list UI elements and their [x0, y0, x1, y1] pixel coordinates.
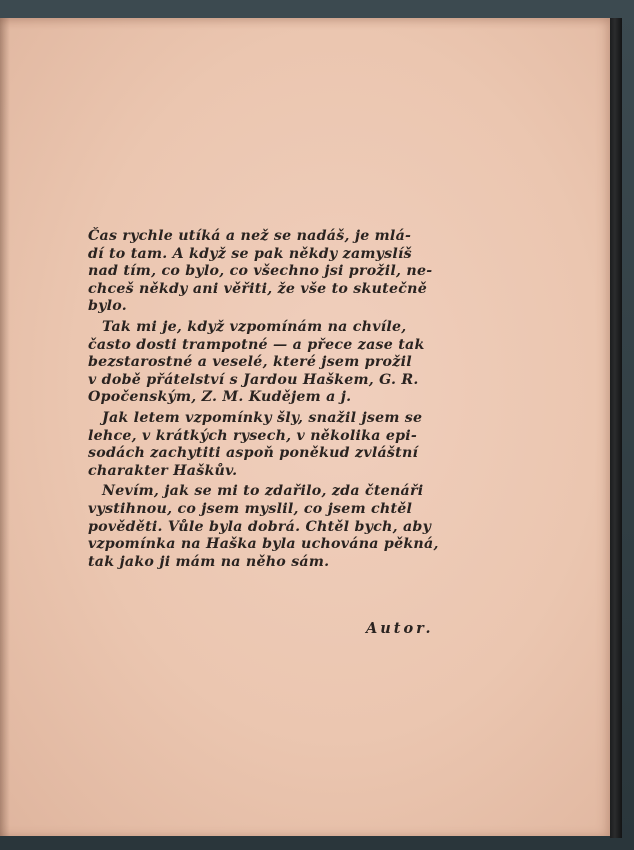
book-page-edge	[610, 18, 622, 838]
page-gutter-shadow	[0, 18, 10, 836]
paragraph-4: Nevím, jak se mi to zdařilo, zda čtenáři vystihnou, co jsem myslil, co jsem chtěl pověděti. Vůle byla dobrá. Chtěl bych, aby vzpomínka na Haška byla uchována pěkná, tak jako ji mám na něho sám.	[88, 483, 439, 570]
paragraph-1: Čas rychle utíká a než se nadáš, je mlá- dí to tam. A když se pak někdy zamyslíš nad tím, co bylo, co všechno jsi prožil, ne- chceš někdy ani věřiti, že vše to skutečně bylo.	[88, 228, 433, 315]
preface-text	[88, 228, 460, 574]
author-signature: Autor.	[366, 620, 434, 637]
paragraph-3: Jak letem vzpomínky šly, snažil jsem se lehce, v krátkých rysech, v několika epi- sodách zachytiti aspoň poněkud zvláštní charakter Haškův.	[88, 409, 423, 479]
paragraph-2: Tak mi je, když vzpomínám na chvíle, často dosti trampotné — a přece zase tak bezstarostné a veselé, které jsem prožil v době přátelství s Jardou Haškem, G. R. Opočenským, Z. M. Kudějem a j.	[88, 318, 425, 406]
